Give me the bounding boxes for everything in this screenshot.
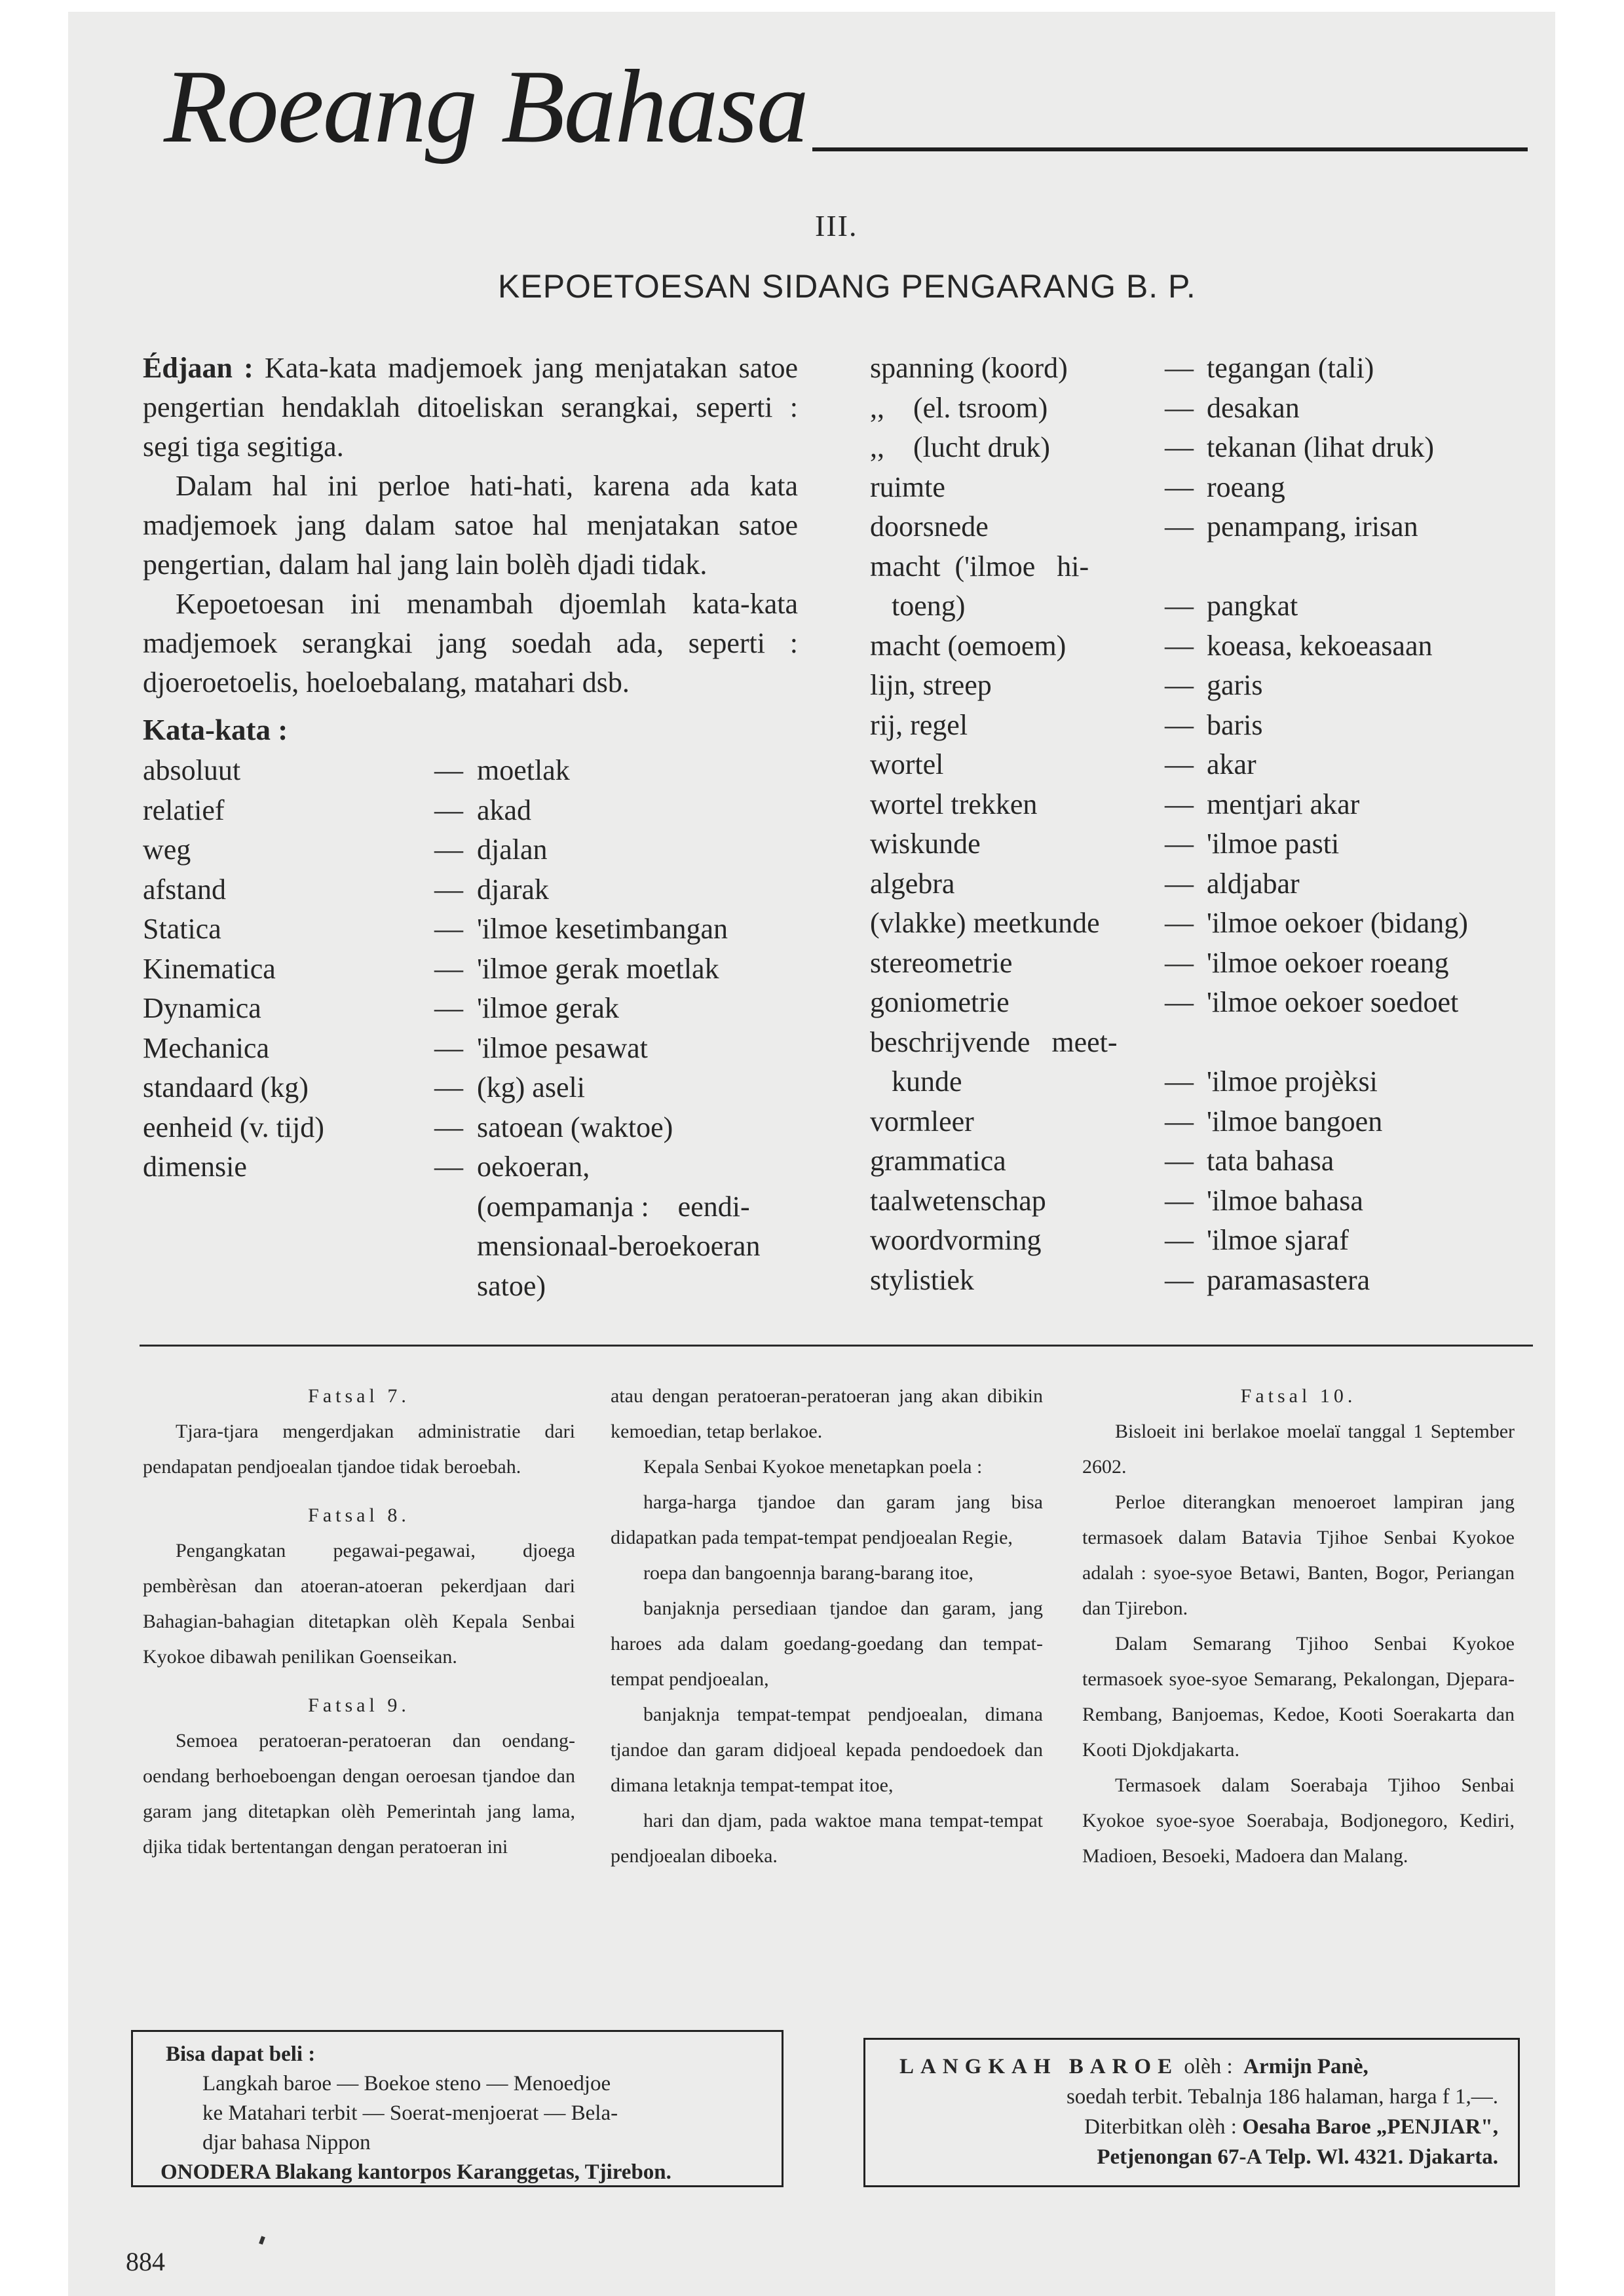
column-2-paragraph-3: roepa dan bangoennja barang-barang itoe, — [643, 1562, 973, 1584]
glossary-dash: — — [1165, 907, 1194, 939]
glossary-meaning-continuation: mensionaal-beroekoeran — [477, 1230, 761, 1262]
glossary-meaning: 'ilmoe gerak moetlak — [477, 952, 719, 985]
glossary-term: woordvorming — [870, 1224, 1042, 1256]
glossary-term: weg — [143, 833, 191, 866]
glossary-dash: — — [1165, 986, 1194, 1018]
glossary-row — [143, 1147, 798, 1187]
advert-book-line-2: soedah terbit. Tebalnja 186 halaman, harga f 1,—. — [1066, 2085, 1498, 2109]
column-2-paragraph-5: banjaknja tempat-tempat pendjoealan, dimana tjandoe dan garam didjoeal kepada pendoedoek dan dimana letaknja tempat-tempat itoe, — [611, 1704, 1043, 1796]
fatsal-9-text: Semoea peratoeran-peratoeran dan oendang-oendang berhoeboengan dengan oeroesan tjandoe dan garam jang ditetapkan olèh Pemerintah jang lama, djika tidak bertentangan dengan peratoeran ini — [143, 1730, 575, 1858]
glossary-meaning: djarak — [477, 873, 549, 906]
glossary-term: kunde — [870, 1065, 962, 1098]
edjaan-text: Kata-kata madjemoek jang menjatakan satoe pengertian hendaklah ditoeliskan serangkai, seperti : segi tiga segitiga. — [143, 352, 798, 463]
glossary-dash: — — [1165, 867, 1194, 900]
glossary-meaning: koeasa, kekoeasaan — [1207, 629, 1433, 662]
glossary-term: stereometrie — [870, 946, 1013, 979]
glossary-dash: — — [1165, 1065, 1194, 1098]
glossary-row — [870, 1062, 1538, 1102]
glossary-row — [870, 1102, 1538, 1142]
regulation-column-3 — [1082, 1379, 1515, 1874]
glossary-meaning-continuation: (oempamanja : eendi- — [477, 1190, 750, 1223]
glossary-meaning: baris — [1207, 708, 1263, 741]
glossary-term: toeng) — [870, 590, 966, 622]
glossary-meaning: akar — [1207, 748, 1256, 780]
glossary-term: goniometrie — [870, 986, 1010, 1018]
glossary-left — [143, 751, 798, 1306]
glossary-row — [143, 870, 798, 910]
glossary-dash: — — [434, 1111, 463, 1143]
glossary-meaning: 'ilmoe sjaraf — [1207, 1224, 1349, 1256]
column-3-paragraph-1: Bisloeit ini berlakoe moelaï tanggal 1 September 2602. — [1082, 1421, 1515, 1478]
glossary-term: Kinematica — [143, 952, 276, 985]
glossary-row — [870, 785, 1538, 825]
glossary-term: standaard (kg) — [143, 1071, 309, 1103]
advert-book-line-1 — [899, 2052, 1498, 2082]
glossary-dash: — — [1165, 1263, 1194, 1296]
glossary-meaning: 'ilmoe bahasa — [1207, 1184, 1363, 1217]
glossary-row — [143, 1029, 798, 1069]
glossary-row — [870, 586, 1538, 626]
fatsal-8-text: Pengangkatan pegawai-pegawai, djoega pembèrèsan dan atoeran-atoeran pekerdjaan dari Bahagian-bahagian ditetapkan olèh Kepala Senbai Kyokoe dibawah penilikan Goenseikan. — [143, 1540, 575, 1668]
glossary-meaning: roeang — [1207, 470, 1285, 503]
section-divider — [140, 1345, 1533, 1347]
glossary-term: wortel — [870, 748, 944, 780]
column-2-paragraph-6: hari dan djam, pada waktoe mana tempat-tempat pendjoealan diboeka. — [611, 1810, 1043, 1867]
glossary-dash: — — [1165, 748, 1194, 780]
glossary-term: doorsnede — [870, 510, 989, 543]
glossary-term: wortel trekken — [870, 788, 1038, 820]
glossary-dash: — — [1165, 1145, 1194, 1177]
glossary-meaning: mentjari akar — [1207, 788, 1360, 820]
glossary-row — [143, 949, 798, 989]
glossary-dash: — — [1165, 1105, 1194, 1138]
glossary-row — [870, 547, 1538, 587]
glossary-meaning: moetlak — [477, 754, 570, 786]
glossary-dash: — — [1165, 828, 1194, 860]
column-2-paragraph-4: banjaknja persediaan tjandoe dan garam, jang haroes ada dalam goedang-goedang dan tempat-tempat pendjoealan, — [611, 1598, 1043, 1690]
glossary-row — [870, 666, 1538, 706]
glossary-term: grammatica — [870, 1145, 1006, 1177]
glossary-row — [870, 1141, 1538, 1181]
glossary-dash: — — [1165, 946, 1194, 979]
glossary-term: Statica — [143, 913, 221, 945]
glossary-row — [870, 389, 1538, 429]
glossary-term: spanning (koord) — [870, 352, 1068, 384]
glossary-row — [870, 1221, 1538, 1261]
glossary-dash: — — [434, 952, 463, 985]
glossary-meaning: 'ilmoe kesetimbangan — [477, 913, 728, 945]
glossary-meaning: paramasastera — [1207, 1263, 1370, 1296]
glossary-term: lijn, streep — [870, 669, 992, 701]
fatsal-8-heading: Fatsal 8. — [308, 1504, 410, 1526]
glossary-dash: — — [434, 873, 463, 906]
glossary-dash: — — [1165, 708, 1194, 741]
regulation-column-2 — [611, 1379, 1043, 1874]
advert-book-title: LANGKAH BAROE — [899, 2055, 1179, 2078]
glossary-dash: — — [434, 833, 463, 866]
glossary-meaning: 'ilmoe pasti — [1207, 828, 1340, 860]
glossary-meaning: aldjabar — [1207, 867, 1300, 900]
glossary-row — [870, 428, 1538, 468]
glossary-row — [870, 349, 1538, 389]
glossary-row — [870, 1023, 1538, 1063]
glossary-row — [143, 751, 798, 791]
glossary-meaning: garis — [1207, 669, 1263, 701]
glossary-row — [870, 468, 1538, 508]
glossary-dash: — — [434, 754, 463, 786]
glossary-row — [870, 706, 1538, 746]
glossary-row-continuation — [143, 1227, 798, 1267]
glossary-term: rij, regel — [870, 708, 968, 741]
glossary-term: absoluut — [143, 754, 241, 786]
intro-text — [143, 349, 798, 702]
glossary-term: taalwetenschap — [870, 1184, 1046, 1217]
edjaan-label: Édjaan : — [143, 352, 254, 384]
glossary-meaning: 'ilmoe pesawat — [477, 1031, 648, 1064]
glossary-term: afstand — [143, 873, 227, 906]
section-number: III. — [815, 209, 858, 242]
glossary-meaning: tata bahasa — [1207, 1145, 1334, 1177]
glossary-row — [143, 909, 798, 949]
fatsal-7-heading: Fatsal 7. — [308, 1385, 410, 1407]
column-3-paragraph-3: Dalam Semarang Tjihoo Senbai Kyokoe termasoek syoe-syoe Semarang, Pekalongan, Djepara-Rembang, Banjoemas, Kedoe, Kooti Soerakarta dan Kooti Djokdjakarta. — [1082, 1633, 1515, 1761]
glossary-row — [143, 1108, 798, 1148]
glossary-meaning: 'ilmoe bangoen — [1207, 1105, 1383, 1138]
glossary-row — [143, 830, 798, 870]
fatsal-10-heading: Fatsal 10. — [1240, 1385, 1357, 1407]
glossary-dash: — — [1165, 431, 1194, 463]
advert-bookshop-address: ONODERA Blakang kantorpos Karanggetas, Tjirebon. — [161, 2160, 671, 2184]
intro-paragraph-2: Dalam hal ini perloe hati-hati, karena ada kata madjemoek jang dalam satoe hal menjatakan satoe pengertian, dalam hal jang lain bolèh djadi tidak. — [143, 470, 798, 581]
kata-kata-label: Kata-kata : — [143, 714, 288, 746]
glossary-dash: — — [434, 1031, 463, 1064]
glossary-row — [143, 791, 798, 831]
glossary-dash: — — [1165, 1184, 1194, 1217]
glossary-dash: — — [1165, 510, 1194, 543]
glossary-meaning: pangkat — [1207, 590, 1298, 622]
glossary-term: vormleer — [870, 1105, 974, 1138]
glossary-row-continuation — [143, 1187, 798, 1227]
glossary-right — [870, 349, 1538, 1300]
glossary-term: macht (oemoem) — [870, 629, 1067, 662]
glossary-row — [143, 989, 798, 1029]
glossary-row — [870, 507, 1538, 547]
glossary-meaning: 'ilmoe gerak — [477, 992, 619, 1024]
glossary-row — [870, 904, 1538, 944]
advert-bookshop — [131, 2030, 784, 2187]
glossary-term: macht ('ilmoe hi- — [870, 550, 1089, 583]
glossary-term: Dynamica — [143, 992, 261, 1024]
glossary-term: Mechanica — [143, 1031, 269, 1064]
advert-bookshop-line-3: djar bahasa Nippon — [202, 2131, 371, 2154]
intro-paragraph-3: Kepoetoesan ini menambah djoemlah kata-kata madjemoek serangkai jang soedah ada, seperti : djoeroetoelis, hoeloebalang, matahari dsb. — [143, 588, 798, 698]
glossary-dash: — — [1165, 391, 1194, 424]
page-number: 884 — [126, 2247, 165, 2276]
glossary-dash: — — [434, 1071, 463, 1103]
glossary-row — [870, 944, 1538, 984]
glossary-meaning: tegangan (tali) — [1207, 352, 1374, 384]
glossary-row-continuation — [143, 1267, 798, 1307]
glossary-row — [870, 1181, 1538, 1221]
glossary-term: relatief — [143, 794, 225, 826]
glossary-row — [870, 1261, 1538, 1301]
glossary-meaning: penampang, irisan — [1207, 510, 1418, 543]
glossary-meaning: 'ilmoe oekoer (bidang) — [1207, 907, 1468, 939]
glossary-meaning: 'ilmoe oekoer roeang — [1207, 946, 1449, 979]
glossary-term: algebra — [870, 867, 955, 900]
glossary-dash: — — [434, 1151, 463, 1183]
glossary-dash: — — [434, 913, 463, 945]
advert-bookshop-line-1: Langkah baroe — Boekoe steno — Menoedjoe — [202, 2072, 611, 2095]
advert-bookshop-heading: Bisa dapat beli : — [166, 2042, 316, 2066]
glossary-meaning: desakan — [1207, 391, 1300, 424]
glossary-term: ,, (lucht druk) — [870, 431, 1050, 463]
glossary-term: stylistiek — [870, 1263, 974, 1296]
advert-book-publisher: Oesaha Baroe „PENJIAR", — [1242, 2115, 1498, 2139]
advert-book-by: olèh : — [1184, 2055, 1233, 2078]
advert-langkah-baroe — [863, 2038, 1520, 2187]
section-heading: KEPOETOESAN SIDANG PENGARANG B. P. — [498, 268, 1196, 305]
column-3-paragraph-4: Termasoek dalam Soerabaja Tjihoo Senbai Kyokoe syoe-syoe Soerabaja, Bodjonegoro, Kediri, Madioen, Besoeki, Madoera dan Malang. — [1082, 1774, 1515, 1867]
column-3-paragraph-2: Perloe diterangkan menoeroet lampiran jang termasoek dalam Batavia Tjihoe Senbai Kyokoe adalah : syoe-syoe Betawi, Banten, Bogor, Periangan dan Tjirebon. — [1082, 1491, 1515, 1619]
advert-book-publisher-label: Diterbitkan olèh : — [1084, 2115, 1237, 2139]
glossary-row — [870, 626, 1538, 666]
masthead-rule — [812, 147, 1528, 151]
intro-paragraph-edjaan — [143, 349, 798, 467]
glossary-row — [870, 745, 1538, 785]
glossary-term: dimensie — [143, 1151, 247, 1183]
glossary-term: (vlakke) meetkunde — [870, 907, 1100, 939]
regulation-column-1 — [143, 1379, 575, 1865]
glossary-term: ,, (el. tsroom) — [870, 391, 1048, 424]
advert-bookshop-line-2: ke Matahari terbit — Soerat-menjoerat — Bela- — [202, 2101, 618, 2125]
glossary-dash: — — [1165, 629, 1194, 662]
glossary-dash: — — [434, 794, 463, 826]
glossary-term: beschrijvende meet- — [870, 1025, 1118, 1058]
glossary-dash: — — [1165, 1224, 1194, 1256]
column-2-paragraph-2: harga-harga tjandoe dan garam jang bisa didapatkan pada tempat-tempat pendjoealan Regie, — [611, 1491, 1043, 1548]
glossary-meaning: satoean (waktoe) — [477, 1111, 673, 1143]
glossary-meaning: 'ilmoe projèksi — [1207, 1065, 1378, 1098]
glossary-meaning: djalan — [477, 833, 548, 866]
glossary-meaning-continuation: satoe) — [477, 1269, 546, 1302]
glossary-meaning: 'ilmoe oekoer soedoet — [1207, 986, 1459, 1018]
glossary-dash: — — [434, 992, 463, 1024]
advert-book-line-3 — [899, 2112, 1498, 2142]
advert-book-address: Petjenongan 67-A Telp. Wl. 4321. Djakarta. — [1097, 2145, 1498, 2169]
glossary-row — [870, 983, 1538, 1023]
glossary-dash: — — [1165, 470, 1194, 503]
glossary-row — [870, 824, 1538, 864]
glossary-dash: — — [1165, 788, 1194, 820]
fatsal-7-text: Tjara-tjara mengerdjakan administratie dari pendapatan pendjoealan tjandoe tidak beroebah. — [143, 1421, 575, 1478]
glossary-meaning: tekanan (lihat druk) — [1207, 431, 1434, 463]
glossary-dash: — — [1165, 590, 1194, 622]
fatsal-9-continuation: atau dengan peratoeran-peratoeran jang akan dibikin kemoedian, tetap berlakoe. — [611, 1385, 1043, 1442]
fatsal-9-heading: Fatsal 9. — [308, 1694, 410, 1716]
glossary-row — [870, 864, 1538, 904]
glossary-row — [143, 1068, 798, 1108]
masthead-title: Roeang Bahasa — [164, 48, 808, 164]
glossary-meaning: akad — [477, 794, 532, 826]
glossary-dash: — — [1165, 352, 1194, 384]
glossary-meaning: (kg) aseli — [477, 1071, 585, 1103]
glossary-meaning: oekoeran, — [477, 1151, 590, 1183]
advert-book-author: Armijn Panè, — [1243, 2055, 1369, 2078]
glossary-term: eenheid (v. tijd) — [143, 1111, 324, 1143]
glossary-term: wiskunde — [870, 828, 981, 860]
glossary-dash: — — [1165, 669, 1194, 701]
glossary-term: ruimte — [870, 470, 945, 503]
column-2-paragraph-1: Kepala Senbai Kyokoe menetapkan poela : — [643, 1456, 983, 1478]
